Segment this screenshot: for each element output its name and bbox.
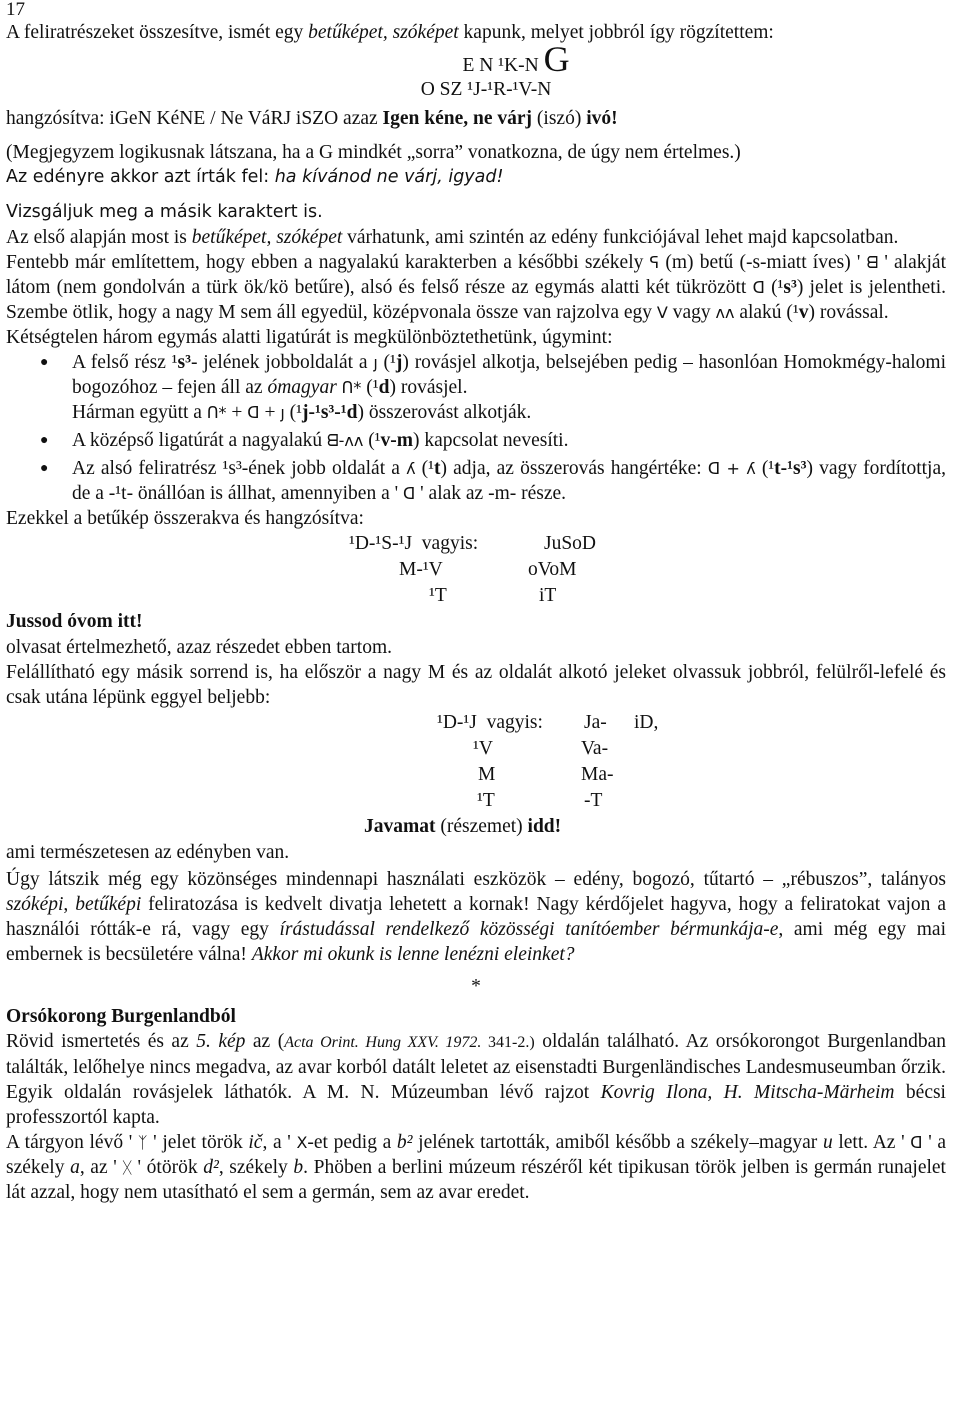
paragraph-note: (Megjegyzem logikusnak látszana, ha a G mindkét „sorra” vonatkozna, de úgy nem értelmes.) [6,142,741,163]
paragraph-spindle-whorl: Rövid ismertetés és az 5. kép az (Acta Orint. Hung XXV. 1972. 341-2.) oldalán található. Az orsókorongot Burgenlandban találták, lelőhelye nincs megadva, az avar korból datált leletet az eisenstadti Burgenländisches Landesmuseumban őrzik. Egyik oldalán rovásjelek láthatók. A M. N. Múzeumban lévő rajzot Kovrig Ilona, H. Mitscha-Märheim bécsi professzortól kapta. [6,1031,946,1128]
paragraph-inscription: Az edényre akkor azt írták fel: ha kívánod ne várj, igyad! [6,167,504,187]
paragraph-interpretation: olvasat értelmezhető, azaz részedet ebben tartom. [6,637,393,658]
paragraph-signs: A tárgyon lévő ' ᛉ ' jelet török ič, a ' ⵝ-et pedig a b² jelének tartották, amiből később a székely–magyar u lett. Az ' ᗡ ' a székely a, az ' ᚷ ' ótörök d², székely b. Phöben a berlini múzeum részéről két tipikusan török jelben is germán runajelet lát azzal, hogy nem utasítható el sem a germán, sem az avar eredet. [6,1132,947,1203]
reading-row: ¹T -T [477,790,603,811]
reading-row: ¹V Va- [473,738,609,759]
paragraph-expectation: Az első alapján most is betűképet, szóképet várhatunk, ami szintén az edény funkciójával lehet majd kapcsolatban. [6,227,899,248]
reading-row: ¹D-¹S-¹J vagyis: JuSoD [349,533,597,554]
reading-result: Javamat (részemet) idd! [364,816,562,837]
rune-ic-icon: ᛉ [137,1133,148,1152]
reading-row: M-¹V oVoM [399,559,577,580]
reading-row: M Ma- [478,764,614,785]
rune-double-caret-icon: ʌʌ [715,303,735,322]
bullet-icon: ● [40,433,49,448]
rune-d-icon: ᑎ* [206,403,227,422]
bullet-icon: ● [40,355,49,370]
rune-mirrored-d-icon: ᗡ [403,484,416,503]
rune-j-icon: ȷ [280,403,285,422]
rune-reversed-b-icon: ᗺ [866,253,879,272]
rune-a-icon: ᗡ [910,1133,923,1152]
bullet-icon: ● [40,461,49,476]
rune-mirrored-d-icon: ᗡ [247,403,260,422]
reading-row [6,609,946,635]
list-item: ● A felső rész ¹s³- jelének jobboldalát a ȷ (¹j) rovásjel alkotja, belsejében pedig – hasonlóan Homokmégy-halomi bogozóhoz – fejen áll az ómagyar ᑎ* (¹d) rovásjel. Hárman együtt a ᑎ* + ᗡ + ȷ (¹j-¹s³-¹d) összerovást alkotják. [6,350,946,425]
paragraph-character-analysis: Fentebb már említettem, hogy ebben a nagyalakú karakterben a későbbi székely ᕋ (m) betű (-s-miatt íves) ' ᗺ ' alakját látom (nem gondolván a türk ök/kö betűre), alsó és felső része az egymás alatti két tükrözött ᗡ (¹s³) jelet is jelentheti. Szembe ötlik, hogy a nagy M sem áll egyedül, középvonala össze van rajzolva egy V vagy ʌʌ alakú (¹v) rovással. [6,252,946,323]
reading-row: ¹D-¹J vagyis: Ja- iD, [437,712,659,733]
reading-result: Jussod óvom itt! [6,611,143,632]
rune-j-icon: ȷ [373,353,378,372]
rune-b2-icon: ⵝ [296,1133,308,1152]
rune-ligature-icon: ᗡ + ʎ [707,459,756,478]
paragraph-summary: A feliratrészeket összesítve, ismét egy betűképet, szóképet kapunk, melyet jobbról így rögzítettem: [6,22,774,43]
paragraph-alt-order: Felállítható egy másik sorrend is, ha először a nagy M és az oldalát alkotó jeleket olvassuk jobbról, felülről-lefelé és csak utána lépünk eggyel beljebb: [6,662,946,708]
large-g: G [543,39,570,79]
rune-ligature-icon: ᗺ-ʌʌ [327,431,364,450]
rune-mirrored-d-icon: ᗡ [752,278,765,297]
rune-d2-icon: ᚷ [122,1158,132,1177]
transcription-line-1: E N ¹K-N G [462,39,570,79]
reading-table-2 [6,710,946,840]
transcription-line-2: O SZ ¹J-¹R-¹V-N [420,79,552,100]
rune-d-icon: ᑎ* [341,378,362,397]
reading-row: ¹T iT [429,585,557,606]
paragraph-examine: Vizsgáljuk meg a másik karaktert is. [6,202,323,222]
reading-row [6,814,946,840]
list-item: ● A középső ligatúrát a nagyalakú ᗺ-ʌʌ (¹v-m) kapcsolat nevesíti. [6,428,946,453]
rune-t-icon: ʎ [406,459,416,478]
paragraph-rebus: Úgy látszik még egy közönséges mindennapi használati eszközök – edény, bogozó, tűtartó – „rébuszos”, talányos szóképi, betűképi feliratozása is kedvelt divatja lehetett a kornak! Nagy kérdőjelet hagyva, hogy a feliratokat vajon a használói rótták-e rá, vagy egy írástudással rendelkező közösségi tanítóember bérmunkája-e, ami még egy mai embernek is becsületére válna! Akkor mi okunk is lenne lenézni eleinket? [6,869,946,965]
list-item: ● Az alsó feliratrész ¹s³-ének jobb oldalát a ʎ (¹t) adja, az összerovás hangértéke: ᗡ + ʎ (¹t-¹s³) vagy fordítottja, de a -¹t- önállóan is állhat, amennyiben a ' ᗡ ' alak az -m- része. [6,456,946,506]
reading-table-1 [6,531,946,635]
paragraph-ligatures-intro: Kétségtelen három egymás alatti ligatúrát is megkülönböztethetünk, úgymint: [6,327,613,348]
paragraph-assembled: Ezekkel a betűkép összerakva és hangzósítva: [6,508,364,529]
section-separator: * [471,976,481,997]
page-number: 17 [6,0,25,20]
rune-m-icon: ᕋ [649,253,660,272]
emphasis: betűképet, szóképet [308,22,459,43]
section-heading: Orsókorong Burgenlandból [6,1006,236,1027]
paragraph-reading: hangzósítva: iGeN KéNE / Ne VáRJ iSZO azaz Igen kéne, ne várj (iszó) ivó! [6,108,618,129]
paragraph-vessel: ami természetesen az edényben van. [6,842,290,863]
rune-v-icon: V [656,303,668,322]
